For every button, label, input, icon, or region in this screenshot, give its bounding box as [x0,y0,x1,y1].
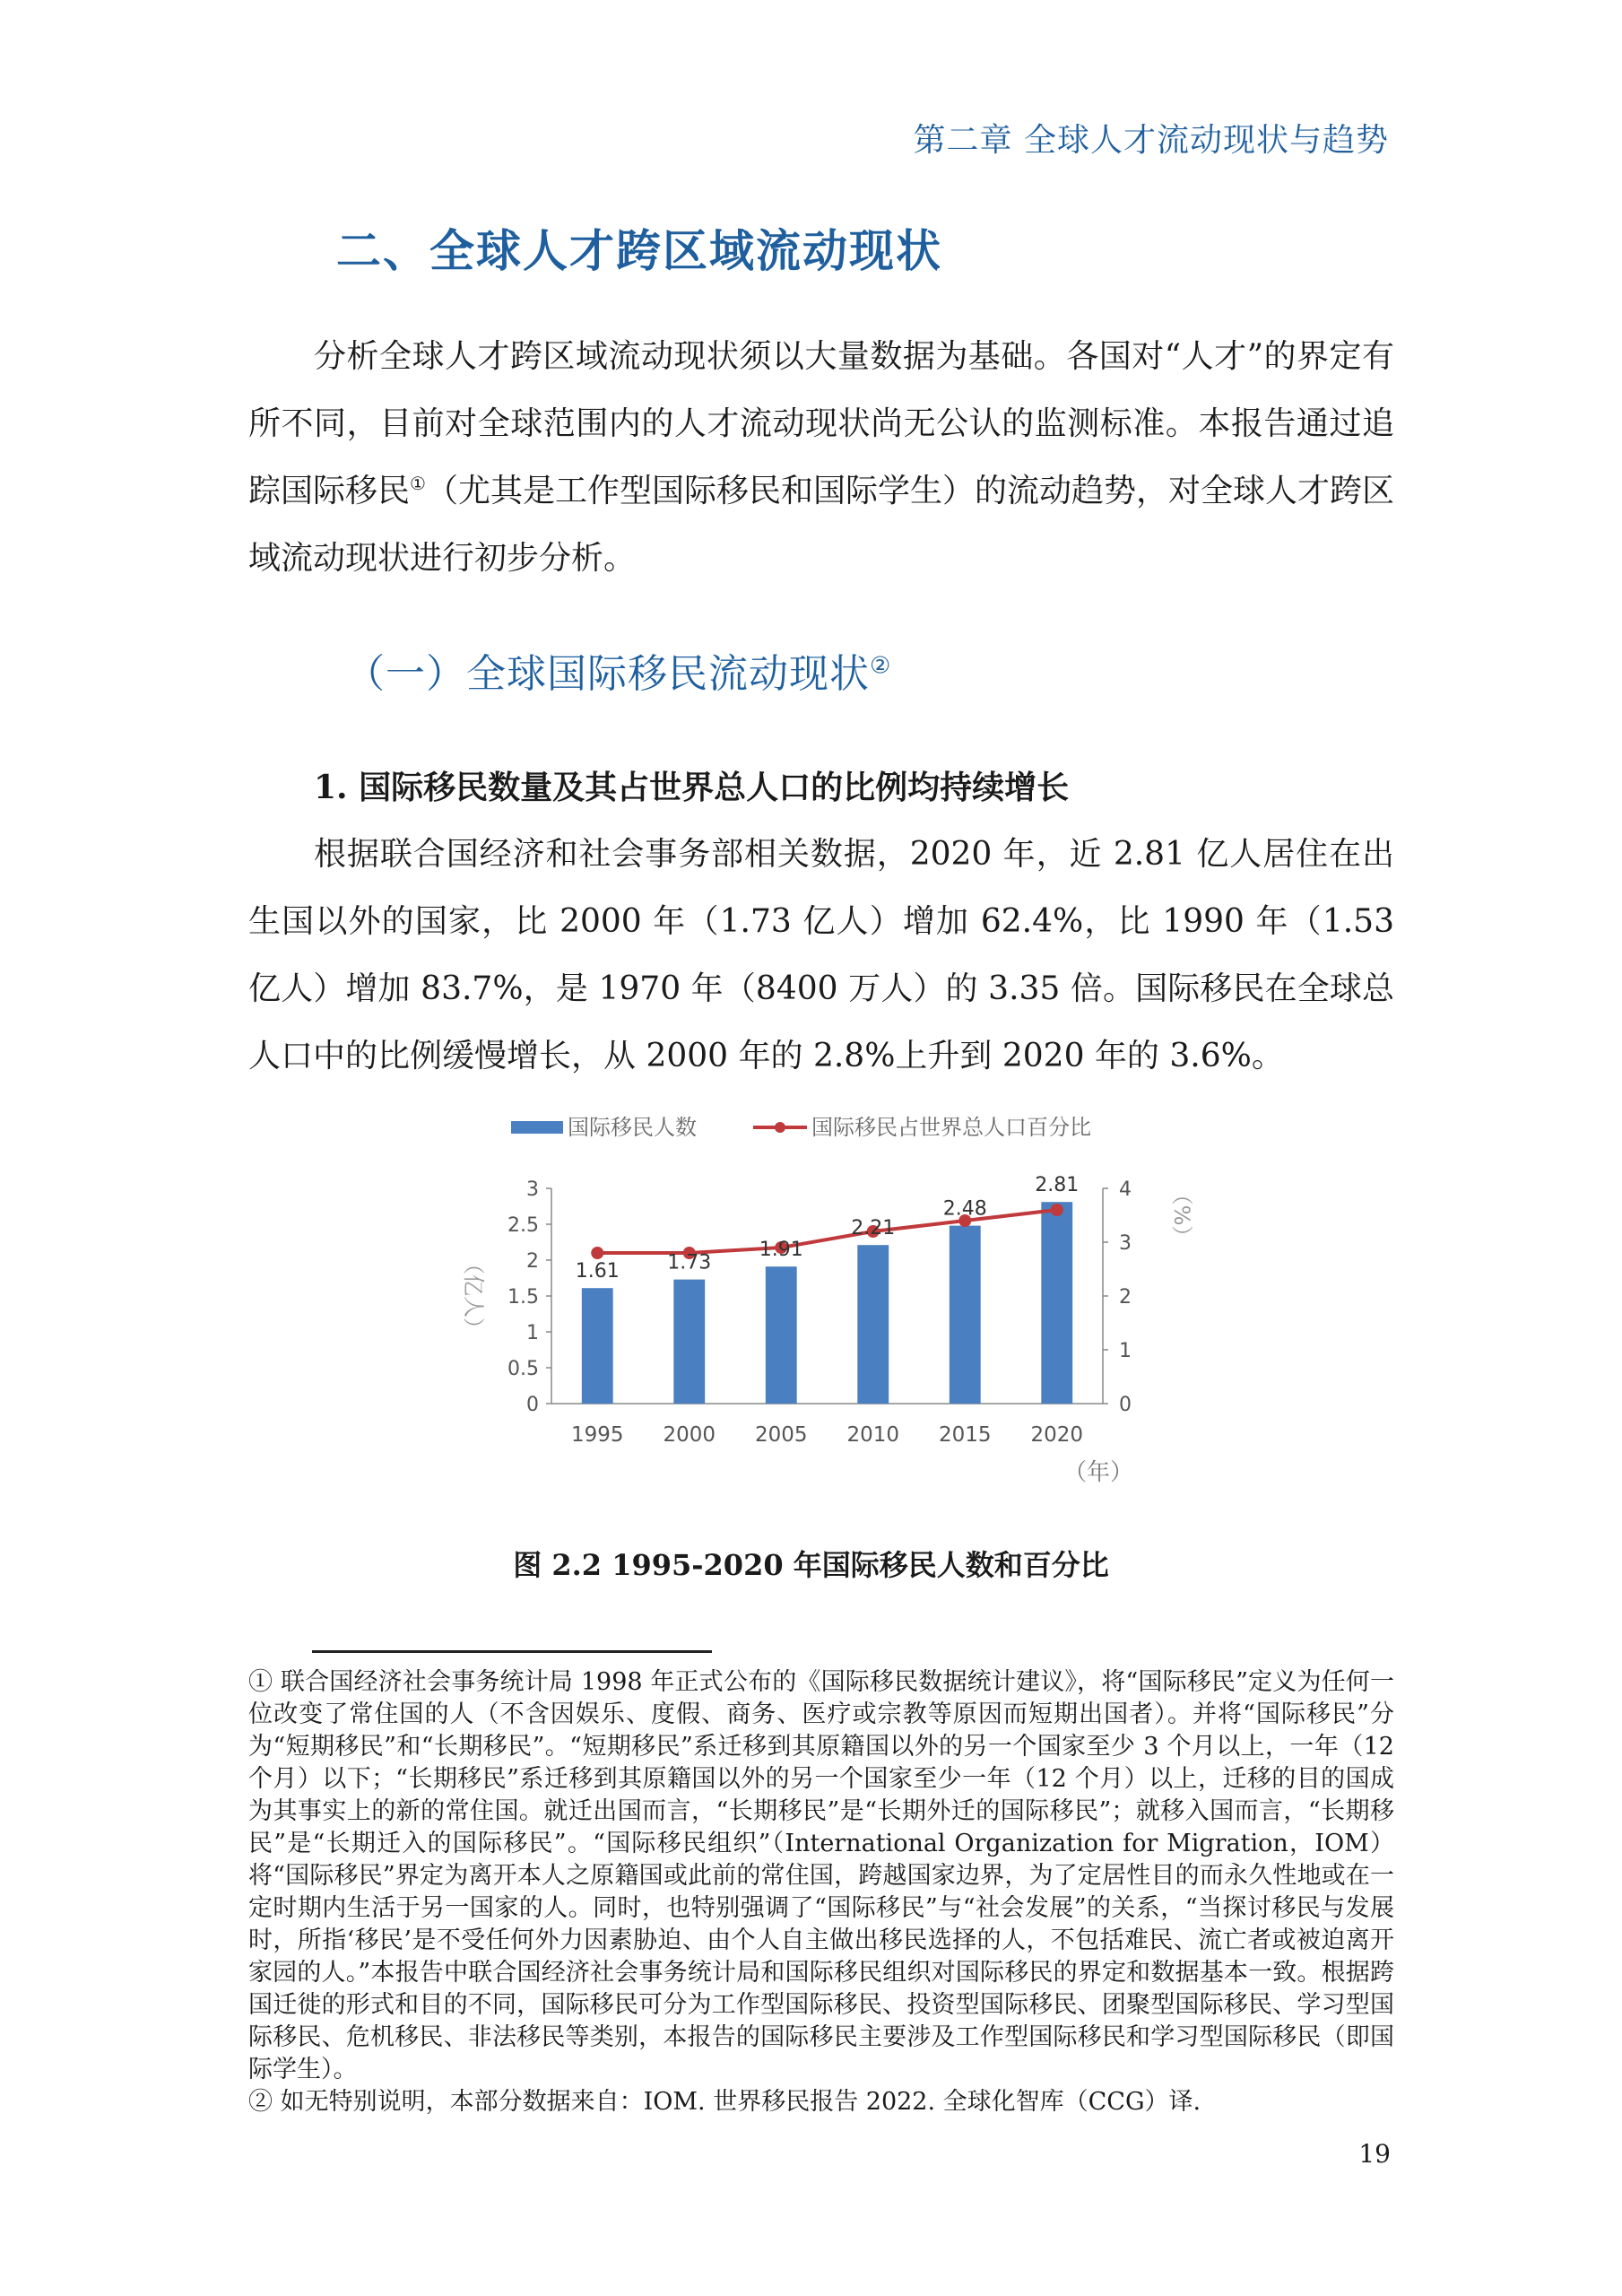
percentage-line [597,1210,1057,1253]
section-title: 二、全球人才跨区域流动现状 [336,225,942,277]
line-point-1995 [591,1247,603,1259]
subsection-title [345,641,891,699]
data-label-2020: 2.81 [1035,1174,1080,1197]
y-tick-label: 1.5 [507,1286,539,1309]
x-tick-label: 2000 [663,1423,716,1447]
body-text: 根据联合国经济和社会事务部相关数据，2020 年，近 2.81 亿人居住在出生国以外的国家，比 2000 年（1.73 亿人）增加 62.4%，比 1990 年（1.53 亿人）增加 83.7%，是 1970 年（8400 万人）的 3.35 倍。国际移民在全球总人口中的比例缓慢增长，从 2000 年的 2.8%上升到 2020 年的 3.6%。 [248,836,1394,1074]
x-tick-label: 1995 [570,1423,624,1447]
bar-2020 [1041,1202,1072,1404]
y-tick-label: 0.5 [507,1358,539,1380]
bar-2000 [673,1280,705,1404]
data-label-1995: 1.61 [575,1260,620,1283]
legend-marker-line [775,1122,785,1133]
footnote-ref-2[interactable]: ② [870,652,892,680]
x-tick-label: 2020 [1030,1423,1084,1447]
x-axis-title: （年） [1063,1459,1134,1486]
y2-tick-label: 3 [1119,1232,1132,1255]
bar-1995 [582,1288,613,1404]
data-label-2005: 1.91 [759,1239,803,1262]
data-label-2015: 2.48 [942,1197,987,1221]
intro-text-after: （尤其是工作型国际移民和国际学生）的流动趋势，对全球人才跨区域流动现状进行初步分析。 [248,473,1394,577]
bar-2005 [766,1266,797,1404]
line-point-2020 [1051,1204,1063,1216]
running-header: 第二章 全球人才流动现状与趋势 [913,122,1389,159]
y-tick-label: 2.5 [507,1214,539,1237]
footnote-2: ② 如无特别说明，本部分数据来自：IOM. 世界移民报告 2022. 全球化智库（CCG）译. [248,2088,1201,2116]
page-number: 19 [1358,2139,1391,2169]
y-tick-label: 2 [526,1250,539,1273]
subsection-title-text: （一）全球国际移民流动现状 [345,651,870,697]
y2-tick-label: 2 [1119,1286,1132,1309]
figure-caption: 图 2.2 1995-2020 年国际移民人数和百分比 [513,1548,1109,1582]
migrants-chart [430,1108,1201,1502]
y2-tick-label: 0 [1119,1394,1132,1416]
intro-text-before: 分析全球人才跨区域流动现状须以大量数据为基础。各国对“人才”的界定有所不同，目前对全球范围内的人才流动现状尚无公认的监测标准。本报告通过追踪国际移民 [248,338,1394,509]
x-tick-label: 2010 [846,1423,900,1447]
x-tick-label: 2015 [938,1423,992,1447]
y2-tick-label: 1 [1119,1340,1132,1362]
footnote-divider [312,1650,712,1653]
footnotes [248,1666,1394,2118]
subsubsection-title: 1. 国际移民数量及其占世界总人口的比例均持续增长 [314,769,1070,806]
data-label-2000: 1.73 [667,1251,712,1274]
y-tick-label: 3 [526,1178,539,1201]
bar-2015 [950,1226,981,1404]
y-axis-title: （亿人） [461,1253,486,1339]
legend-label-bars: 国际移民人数 [568,1115,697,1140]
body-paragraph [248,821,1394,1090]
legend-swatch-bars [511,1121,563,1134]
data-label-2010: 2.21 [851,1217,896,1240]
intro-paragraph [248,323,1394,592]
x-tick-label: 2005 [754,1423,808,1447]
bar-2010 [857,1245,889,1404]
y2-tick-label: 4 [1119,1178,1132,1201]
footnote-1: ① 联合国经济社会事务统计局 1998 年正式公布的《国际移民数据统计建议》，将“国际移民”定义为任何一位改变了常住国的人（不含因娱乐、度假、商务、医疗或宗教等原因而短期出国者）。并将“国际移民”分为“短期移民”和“长期移民”。“短期移民”系迁移到其原籍国以外的另一个国家至少 3 个月以上，一年（12 个月）以下；“长期移民”系迁移到其原籍国以外的另一个国家至少一年（12 个月）以上，迁移的目的国成为其事实上的新的常住国。就迁出国而言，“长期移民”是“长期外迁的国际移民”；就移入国而言，“长期移民”是“长期迁入的国际移民”。“国际移民组织”（International Organization for Migration，IOM）将“国际移民”界定为离开本人之原籍国或此前的常住国，跨越国家边界，为了定居性目的而永久性地或在一定时期内生活于另一国家的人。同时，也特别强调了“国际移民”与“社会发展”的关系，“当探讨移民与发展时，所指‘移民’是不受任何外力因素胁迫、由个人自主做出移民选择的人，不包括难民、流亡者或被迫离开家园的人。”本报告中联合国经济社会事务统计局和国际移民组织对国际移民的界定和数据基本一致。根据跨国迁徙的形式和目的不同，国际移民可分为工作型国际移民、投资型国际移民、团聚型国际移民、学习型国际移民、危机移民、非法移民等类别，本报告的国际移民主要涉及工作型国际移民和学习型国际移民（即国际学生）。 [248,1668,1394,2083]
footnote-ref-1[interactable]: ① [410,473,426,494]
y-tick-label: 0 [526,1394,539,1416]
y-tick-label: 1 [526,1322,539,1344]
legend-label-line: 国际移民占世界总人口百分比 [811,1115,1091,1140]
y2-axis-title: （%） [1169,1183,1194,1248]
